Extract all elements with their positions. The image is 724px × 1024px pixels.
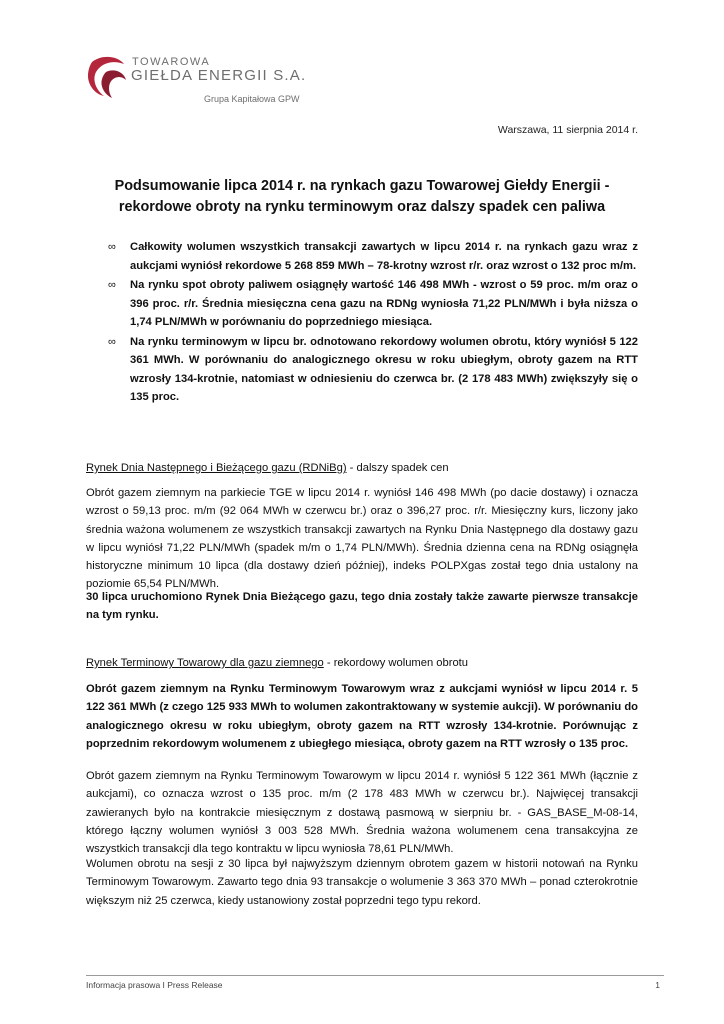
bullet-text: Całkowity wolumen wszystkich transakcji zawartych w lipcu 2014 r. na rynkach gazu wraz z aukcjami wyniósł rekordowe 5 268 859 MWh – 78-krotny wzrost r/r. oraz wzrost o 132 proc m/m. xyxy=(130,241,638,272)
infinity-bullet-icon: ∞ xyxy=(108,279,116,291)
section-heading-rtt xyxy=(86,655,638,671)
rtt-record-paragraph: Wolumen obrotu na sesji z 30 lipca był najwyższym dziennym obrotem gazem w historii notowań na Rynku Terminowym Towarowym. Zawarto tego dnia 93 transakcje o wolumenie 3 363 370 MWh – ponad czterokrotnie większym niż 25 czerwca, kiedy ustanowiony został poprzedni tego typu rekord. xyxy=(86,858,638,907)
rtt-paragraph: Obrót gazem ziemnym na Rynku Terminowym Towarowym w lipcu 2014 r. wyniósł 5 122 361 MWh (łącznie z aukcjami), co oznacza wzrost o 135 proc. m/m (2 178 483 MWh w czerwcu br.). Najwięcej transakcji zawieranych było na kontrakcie miesięcznym z dostawą pasmową w sierpniu br. - GAS_BASE_M-08-14, którego łączny wolumen wyniósł 3 003 528 MWh. Średnia ważona wolumenem cena transakcyjna ze wszystkich transakcji dla tego kontraktu w lipcu wyniosła 78,61 PLN/MWh. xyxy=(86,770,638,856)
footer-divider xyxy=(86,975,664,976)
summary-bullet xyxy=(108,333,638,407)
footer-label: Informacja prasowa I Press Release xyxy=(86,980,223,990)
tge-logo xyxy=(84,52,324,112)
tge-logo-icon xyxy=(84,52,132,104)
section-heading-rest: - rekordowy wolumen obrotu xyxy=(323,657,469,669)
logo-line2: GIEŁDA ENERGII S.A. xyxy=(131,67,307,84)
logo-subtitle: Grupa Kapitałowa GPW xyxy=(204,94,300,104)
infinity-bullet-icon: ∞ xyxy=(108,241,116,253)
section-heading-rdnibg xyxy=(86,460,638,476)
logo-line1: TOWAROWA xyxy=(132,56,211,68)
bullet-text: Na rynku terminowym w lipcu br. odnotowano rekordowy wolumen obrotu, który wyniósł 5 122 361 MWh. W porównaniu do analogicznego okresu w roku ubiegłym, obroty gazem na RTT wzrosły 134-krotnie, natomiast w odniesieniu do czerwca br. (2 178 483 MWh) zwiększyły się o 135 proc. xyxy=(130,335,638,403)
summary-bullet xyxy=(108,276,638,332)
bullet-text: Na rynku spot obroty paliwem osiągnęły wartość 146 498 MWh - wzrost o 59 proc. m/m oraz o 396 proc. r/r. Średnia miesięczna cena gazu na RDNg wyniosła 71,22 PLN/MWh i była niższa o 1,74 PLN/MWh w porównaniu do poprzedniego miesiąca. xyxy=(130,279,638,328)
section-heading-underlined: Rynek Dnia Następnego i Bieżącego gazu (RDNiBg) xyxy=(86,462,347,474)
section-heading-rest: - dalszy spadek cen xyxy=(346,462,449,474)
infinity-bullet-icon: ∞ xyxy=(108,335,116,348)
page-number: 1 xyxy=(655,980,660,990)
rdnibg-highlight-paragraph: 30 lipca uruchomiono Rynek Dnia Bieżącego gazu, tego dnia zostały także zawarte pierwsze transakcje na tym rynku. xyxy=(86,591,638,622)
rdnibg-paragraph: Obrót gazem ziemnym na parkiecie TGE w lipcu 2014 r. wyniósł 146 498 MWh (po dacie dostawy) i oznacza wzrost o 59,13 proc. m/m (92 064 MWh w czerwcu br.) oraz o 396,27 proc. r/r. Miesięczny kurs, liczony jako średnia ważona wolumenem ze wszystkich transakcji zawartych na Rynku Dnia Następnego dla dostawy gazu w lipcu wyniósł 71,22 PLN/MWh (spadek m/m o 1,74 PLN/MWh). Średnia dzienna cena na RDNg osiągnęła historyczne minimum 10 lipca (dla dostawy dzień później), indeks POLPXgas został tego dnia ustalony na poziomie 65,54 PLN/MWh. xyxy=(86,487,638,591)
document-date: Warszawa, 11 sierpnia 2014 r. xyxy=(497,124,638,136)
summary-bullet xyxy=(108,238,638,275)
section-heading-underlined: Rynek Terminowy Towarowy dla gazu ziemnego xyxy=(86,657,324,669)
rtt-highlight-paragraph: Obrót gazem ziemnym na Rynku Terminowym Towarowym wraz z aukcjami wyniósł w lipcu 2014 r. 5 122 361 MWh (z czego 125 933 MWh to wolumen zakontraktowany w systemie aukcji). W porównaniu do analogicznego okresu w roku ubiegłym, obroty gazem na RTT wzrosły 134-krotnie. Porównując z poprzednim rekordowym wolumenem z ubiegłego miesiąca, obroty gazem na RTT wzrosły o 135 proc. xyxy=(86,683,638,750)
document-title: Podsumowanie lipca 2014 r. na rynkach gazu Towarowej Giełdy Energii - rekordowe obroty na rynku terminowym oraz dalszy spadek cen paliwa xyxy=(114,178,610,215)
summary-bullets xyxy=(108,238,638,408)
